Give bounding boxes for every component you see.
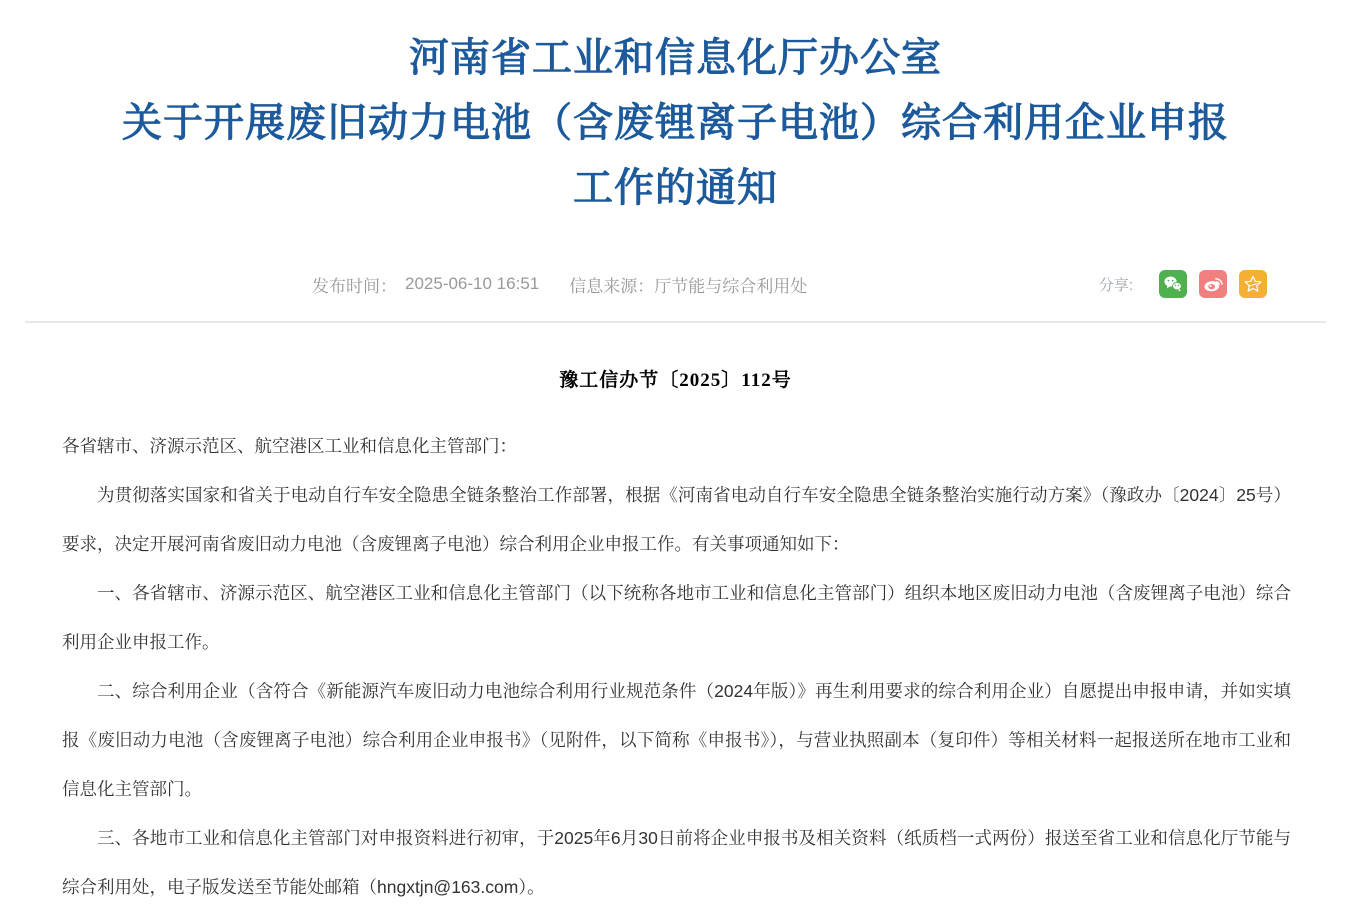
page-title-line-3: 工作的通知 bbox=[573, 166, 778, 210]
publish-info bbox=[312, 272, 807, 297]
publish-time-label: 发布时间： bbox=[312, 276, 397, 296]
weibo-share-icon[interactable] bbox=[1199, 270, 1227, 298]
body-paragraph-4: 三、各地市工业和信息化主管部门对申报资料进行初审，于2025年6月30日前将企业申报书及相关资料（纸质档一式两份）报送至省工业和信息化厅节能与综合利用处，电子版发送至节能处邮箱（hngxtjn@163.com）。 bbox=[62, 828, 1291, 897]
body-paragraph-3: 二、综合利用企业（含符合《新能源汽车废旧动力电池综合利用行业规范条件（2024年版）》再生利用要求的综合利用企业）自愿提出申报申请，并如实填报《废旧动力电池（含废锂离子电池）综合利用企业申报书》（见附件，以下简称《申报书》），与营业执照副本（复印件）等相关材料一起报送所在地市工业和信息化主管部门。 bbox=[62, 681, 1291, 799]
source-value: 厅节能与综合利用处 bbox=[654, 276, 808, 296]
page-title-line-1: 河南省工业和信息化厅办公室 bbox=[409, 36, 942, 80]
share-label: 分享: bbox=[1098, 276, 1133, 294]
meta-row bbox=[0, 269, 1351, 299]
qzone-star-share-icon[interactable] bbox=[1239, 270, 1267, 298]
document-body bbox=[62, 422, 1291, 912]
page-title-line-2: 关于开展废旧动力电池（含废锂离子电池）综合利用企业申报 bbox=[122, 101, 1229, 145]
page-title bbox=[0, 0, 1351, 221]
wechat-share-icon[interactable] bbox=[1159, 270, 1187, 298]
body-paragraph-2: 一、各省辖市、济源示范区、航空港区工业和信息化主管部门（以下统称各地市工业和信息化主管部门）组织本地区废旧动力电池（含废锂离子电池）综合利用企业申报工作。 bbox=[62, 583, 1291, 652]
salutation-paragraph: 各省辖市、济源示范区、航空港区工业和信息化主管部门： bbox=[62, 436, 517, 456]
body-paragraph-1: 为贯彻落实国家和省关于电动自行车安全隐患全链条整治工作部署，根据《河南省电动自行车安全隐患全链条整治实施行动方案》（豫政办〔2024〕25号）要求，决定开展河南省废旧动力电池（含废锂离子电池）综合利用企业申报工作。有关事项通知如下： bbox=[62, 485, 1291, 554]
header-divider bbox=[25, 321, 1326, 323]
source-label: 信息来源： bbox=[569, 276, 655, 296]
document-number: 豫工信办节〔2025〕112号 bbox=[559, 370, 792, 391]
publish-time-value: 2025-06-10 16:51 bbox=[405, 274, 540, 293]
share-area bbox=[1099, 270, 1267, 298]
